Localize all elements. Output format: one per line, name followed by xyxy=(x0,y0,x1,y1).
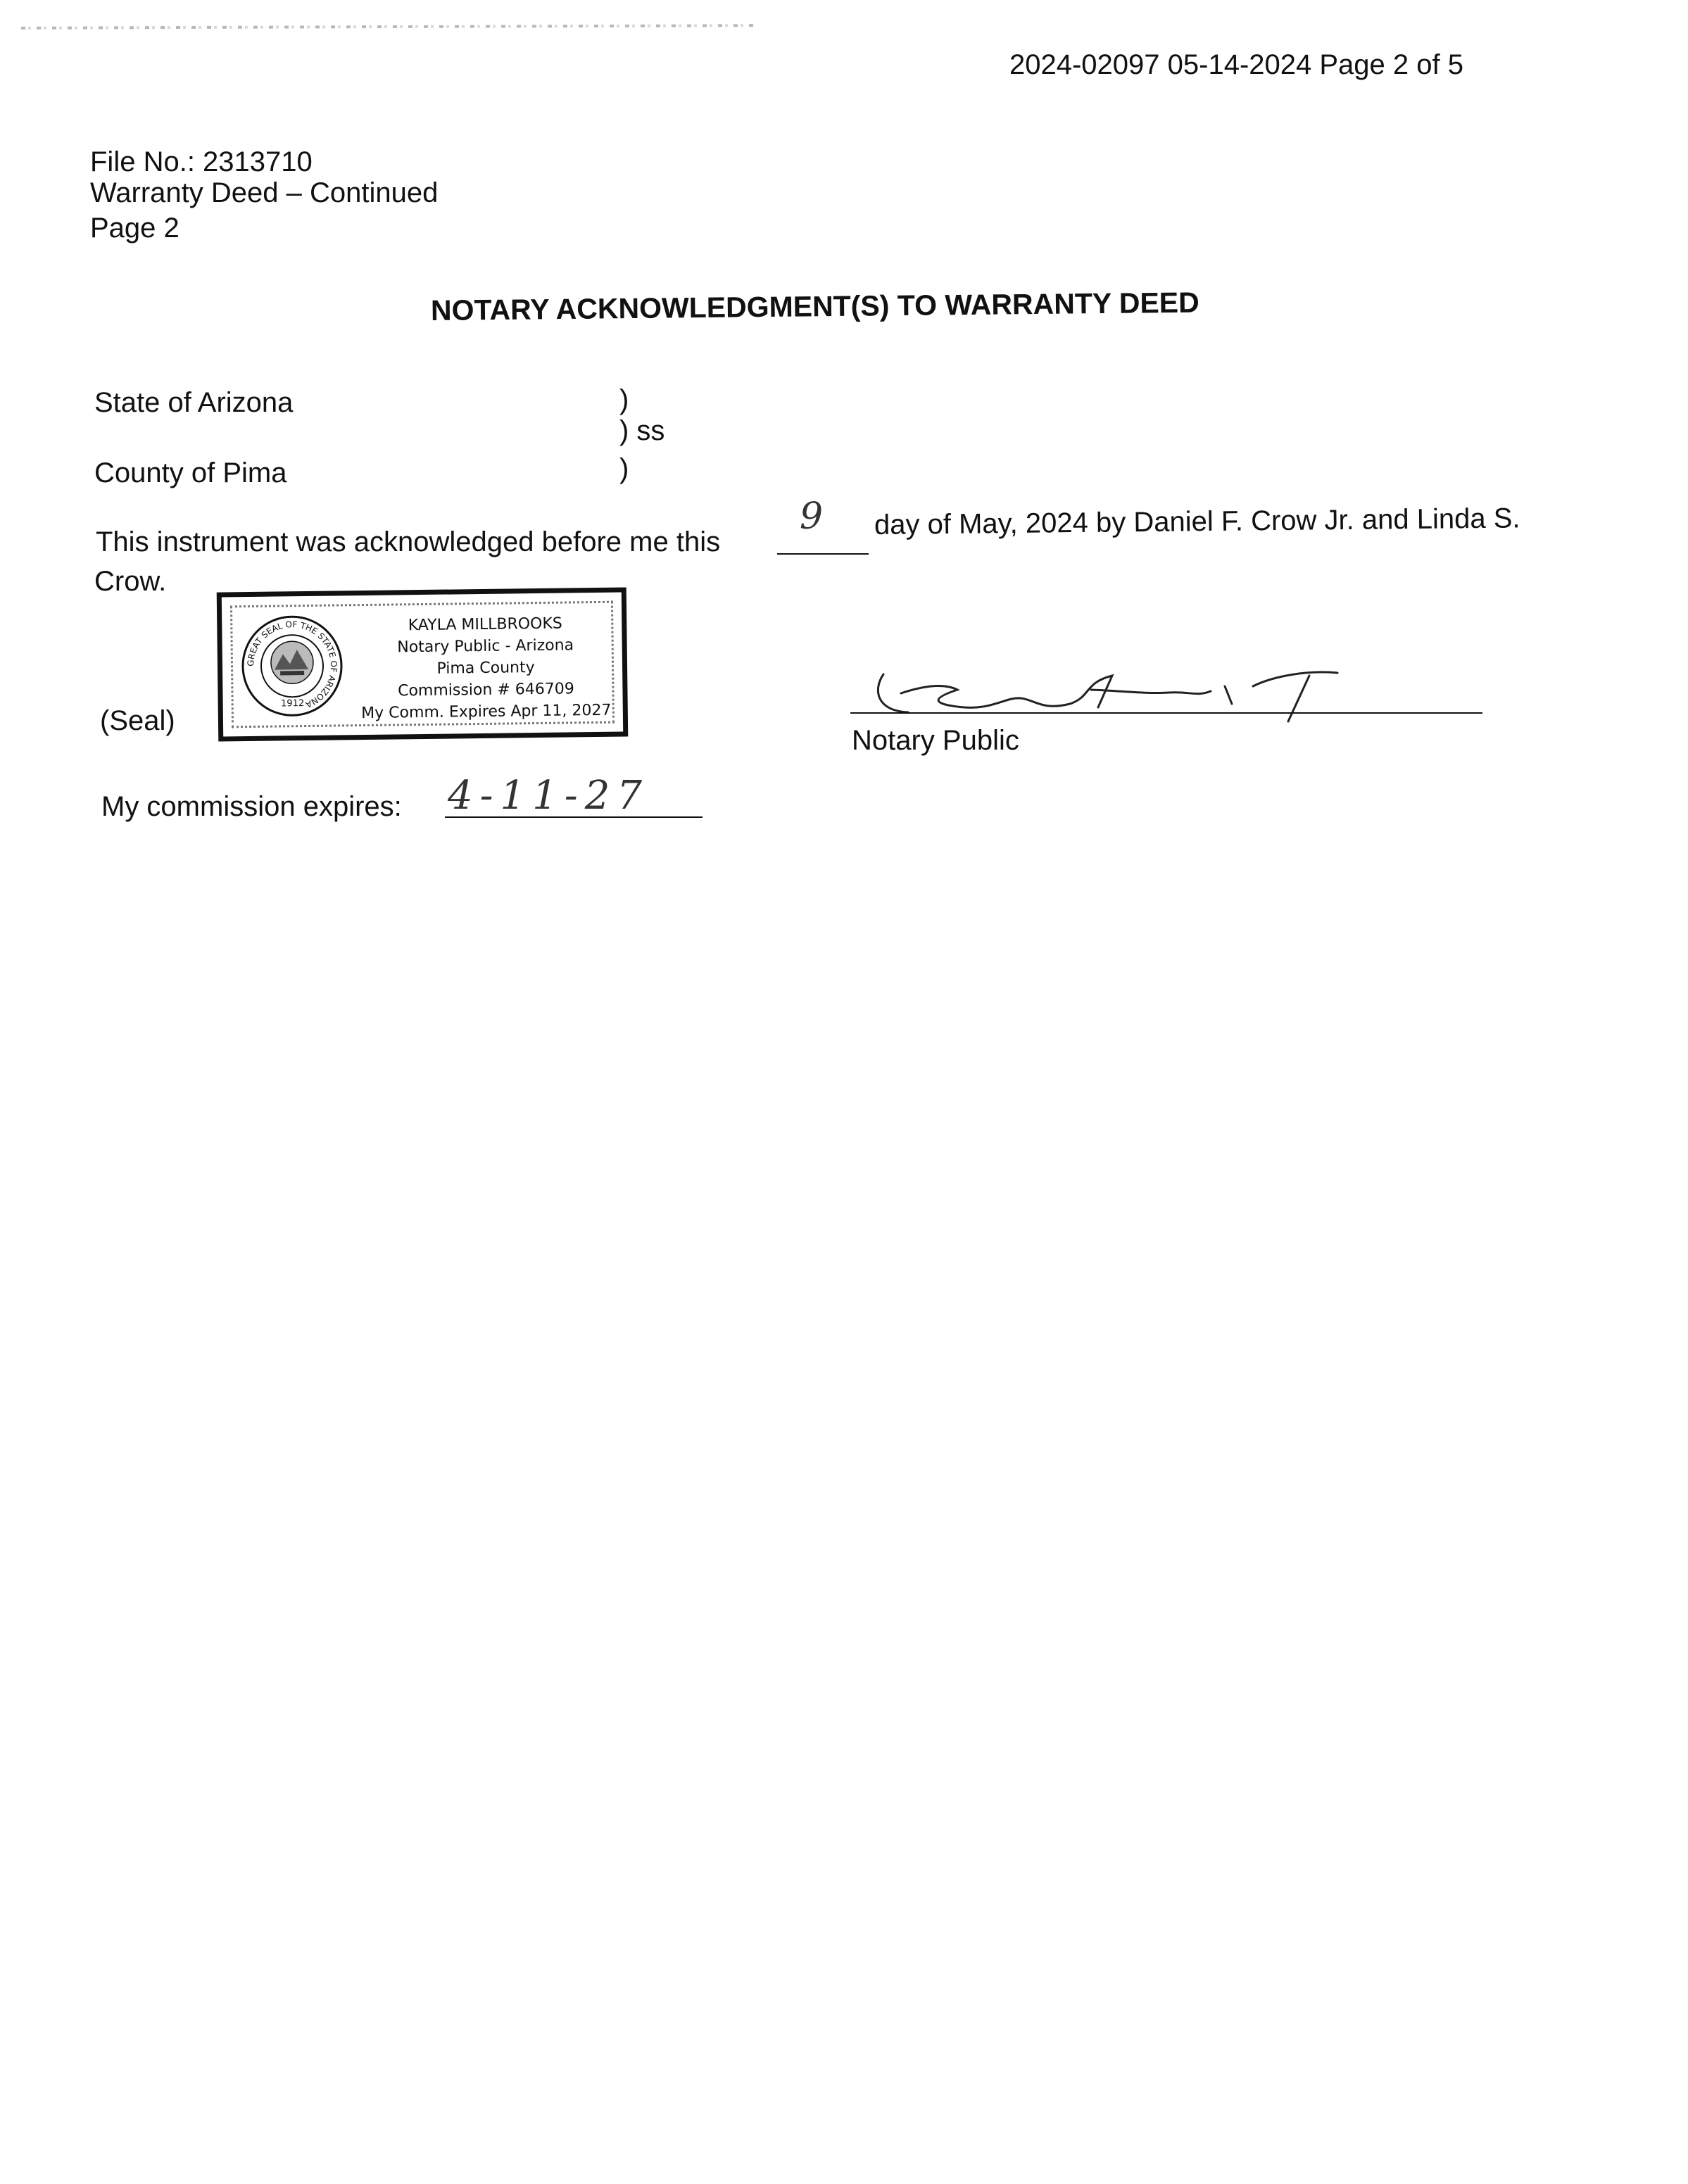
stamp-expiration: My Comm. Expires Apr 11, 2027 xyxy=(361,701,612,723)
file-number: File No.: 2313710 xyxy=(90,146,313,177)
day-blank-line xyxy=(777,553,869,555)
stamp-text-block xyxy=(350,612,622,725)
signature-label: Notary Public xyxy=(852,725,1019,756)
stamp-commission-number: Commission # 646709 xyxy=(397,680,574,700)
ack-text-after: day of May, 2024 by Daniel F. Crow Jr. and Linda S. xyxy=(874,503,1520,541)
stamp-notary-name: KAYLA MILLBROOKS xyxy=(408,614,562,635)
venue-paren-top: ) xyxy=(619,384,629,415)
county-label: County of Pima xyxy=(94,457,287,488)
scan-artifact xyxy=(21,24,753,30)
seal-year: 1912 xyxy=(281,698,305,709)
document-title: Warranty Deed – Continued xyxy=(90,177,439,208)
commission-expires-label: My commission expires: xyxy=(101,791,402,822)
seal-label: (Seal) xyxy=(100,705,175,736)
seal-ring-text: GREAT SEAL OF THE STATE OF ARIZONA xyxy=(245,619,339,710)
day-handwritten: 9 xyxy=(800,495,824,538)
page-label: Page 2 xyxy=(90,213,179,244)
notary-stamp xyxy=(217,587,629,741)
stamp-notary-title: Notary Public - Arizona xyxy=(397,636,574,657)
venue-paren-bottom: ) xyxy=(619,453,629,484)
notary-signature-icon xyxy=(859,655,1352,725)
commission-expires-handwritten: 4-11-27 xyxy=(448,773,649,819)
ack-text-continued: Crow. xyxy=(94,566,167,597)
venue-ss: ) ss xyxy=(619,415,665,446)
signature-line xyxy=(850,712,1482,714)
page-title: NOTARY ACKNOWLEDGMENT(S) TO WARRANTY DEED xyxy=(430,286,1199,327)
recording-reference: 2024-02097 05-14-2024 Page 2 of 5 xyxy=(1009,49,1463,80)
ack-text-before: This instrument was acknowledged before me this xyxy=(96,526,721,557)
state-label: State of Arizona xyxy=(94,387,294,418)
stamp-county: Pima County xyxy=(436,659,535,678)
state-seal-icon xyxy=(239,612,346,719)
